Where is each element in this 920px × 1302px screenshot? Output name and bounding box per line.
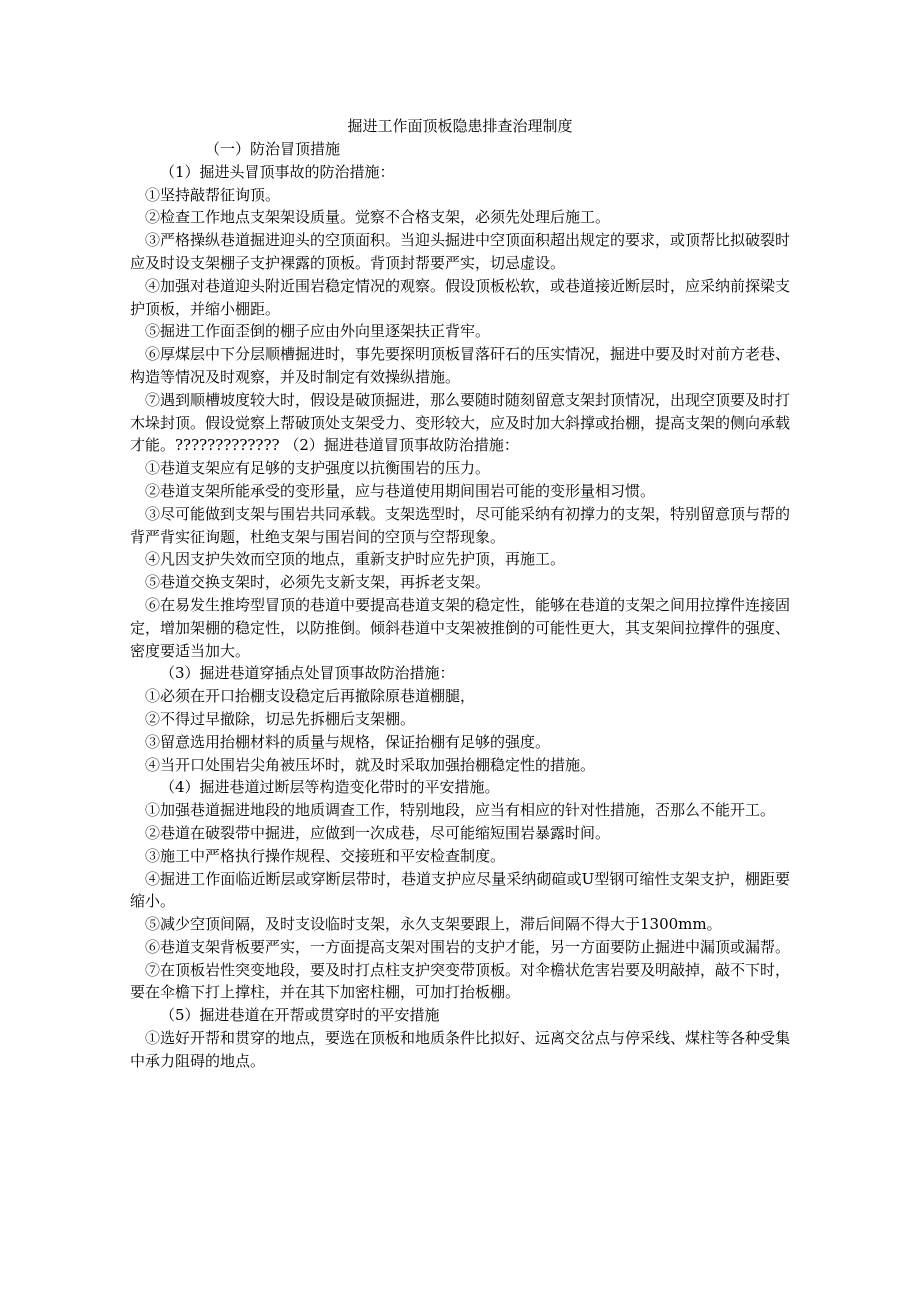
paragraph: ⑥巷道支架背板要严实，一方面提高支架对围岩的支护才能，另一方面要防止掘进中漏顶或漏帮。 [145, 937, 791, 956]
paragraph: ②巷道在破裂带中掘进，应做到一次成巷，尽可能缩短围岩暴露时间。 [145, 823, 611, 842]
paragraph: ①必须在开口抬棚支设稳定后再撤除原巷道棚腿， [145, 687, 476, 706]
paragraph: （1）掘进头冒顶事故的防治措施： [160, 162, 395, 181]
paragraph: （5）掘进巷道在开帮或贯穿时的平安措施 [160, 1006, 440, 1025]
paragraph: ①选好开帮和贯穿的地点，要选在顶板和地质条件比拟好、远离交岔点与停采线、煤柱等各种受集中承力阻碍的地点。 [130, 1029, 791, 1070]
paragraph: ⑥在易发生推垮型冒顶的巷道中要提高巷道支架的稳定性，能够在巷道的支架之间用拉撑件连接固定，增加架棚的稳定性，以防推倒。倾斜巷道中支架被推倒的可能性更大，其支架间拉撑件的强度、密度要适当加大。 [130, 595, 791, 660]
paragraph: （一）防治冒顶措施 [205, 140, 341, 158]
paragraph: ①加强巷道掘进地段的地质调查工作，特别地段，应当有相应的针对性措施，否那么不能开工。 [145, 801, 776, 820]
paragraph: ③尽可能做到支架与围岩共同承载。支架选型时，尽可能采纳有初撑力的支架，特别留意顶与帮的背严背实征询题，杜绝支架与围岩间的空顶与空帮现象。 [130, 504, 791, 546]
paragraph: ①坚持敲帮征询顶。 [145, 185, 281, 204]
paragraph: ⑤减少空顶间隔，及时支设临时支架，永久支架要跟上，滞后间隔不得大于1300mm。 [145, 915, 722, 934]
paragraph: （4）掘进巷道过断层等构造变化带时的平安措施。 [160, 778, 500, 797]
paragraph: ③留意选用抬棚材料的质量与规格，保证抬棚有足够的强度。 [145, 732, 551, 751]
paragraph: ⑦在顶板岩性突变地段，要及时打点柱支护突变带顶板。对伞檐状危害岩要及明敲掉，敲不下时，要在伞檐下打上撑柱，并在其下加密柱棚，可加打抬板棚。 [130, 960, 791, 1002]
paragraph: ②巷道支架所能承受的变形量，应与巷道使用期间围岩可能的变形量相习惯。 [145, 481, 656, 500]
paragraph: ②不得过早撤除，切忌先拆棚后支架棚。 [145, 709, 416, 728]
document-title: 掘进工作面顶板隐患排查治理制度 [347, 117, 573, 135]
paragraph: ⑤巷道交换支架时，必须先支新支架，再拆老支架。 [145, 573, 491, 592]
paragraph: ⑦遇到顺槽坡度较大时，假设是破顶掘进，那么要随时随刻留意支架封顶情况，出现空顶要及时打木垛封顶。假设觉察上帮破顶处支架受力、变形较大，应及时加大斜撑或抬棚，提高支架的侧向承载才能。????????????? （2）掘进巷道冒顶事故防治措施： [130, 390, 791, 455]
paragraph: ④当开口处围岩尖角被压坏时，就及时采取加强抬棚稳定性的措施。 [145, 755, 596, 774]
paragraph: ⑥厚煤层中下分层顺槽掘进时，事先要探明顶板冒落矸石的压实情况，掘进中要及时对前方老巷、构造等情况及时观察，并及时制定有效操纵措施。 [130, 345, 791, 386]
paragraph: （3）掘进巷道穿插点处冒顶事故防治措施： [160, 664, 455, 683]
document-body [130, 138, 790, 1073]
paragraph: ③严格操纵巷道掘进迎头的空顶面积。当迎头掘进中空顶面积超出规定的要求，或顶帮比拟破裂时应及时设支架棚子支护裸露的顶板。背顶封帮要严实，切忌虚设。 [130, 231, 791, 272]
paragraph: ⑤掘进工作面歪倒的棚子应由外向里逐架扶正背牢。 [145, 322, 491, 341]
paragraph: ③施工中严格执行操作规程、交接班和平安检查制度。 [145, 846, 506, 865]
paragraph: ④掘进工作面临近断层或穿断层带时，巷道支护应尽量采纳砌碹或U型钢可缩性支架支护，棚距要缩小。 [130, 869, 790, 911]
paragraph: ①巷道支架应有足够的支护强度以抗衡围岩的压力。 [145, 459, 491, 478]
paragraph: ④凡因支护失效而空顶的地点，重新支护时应先护顶，再施工。 [145, 550, 566, 569]
paragraph: ②检查工作地点支架架设质量。觉察不合格支架，必须先处理后施工。 [145, 208, 611, 227]
paragraph: ④加强对巷道迎头附近围岩稳定情况的观察。假设顶板松软，或巷道接近断层时，应采纳前探梁支护顶板，并缩小棚距。 [130, 276, 791, 318]
